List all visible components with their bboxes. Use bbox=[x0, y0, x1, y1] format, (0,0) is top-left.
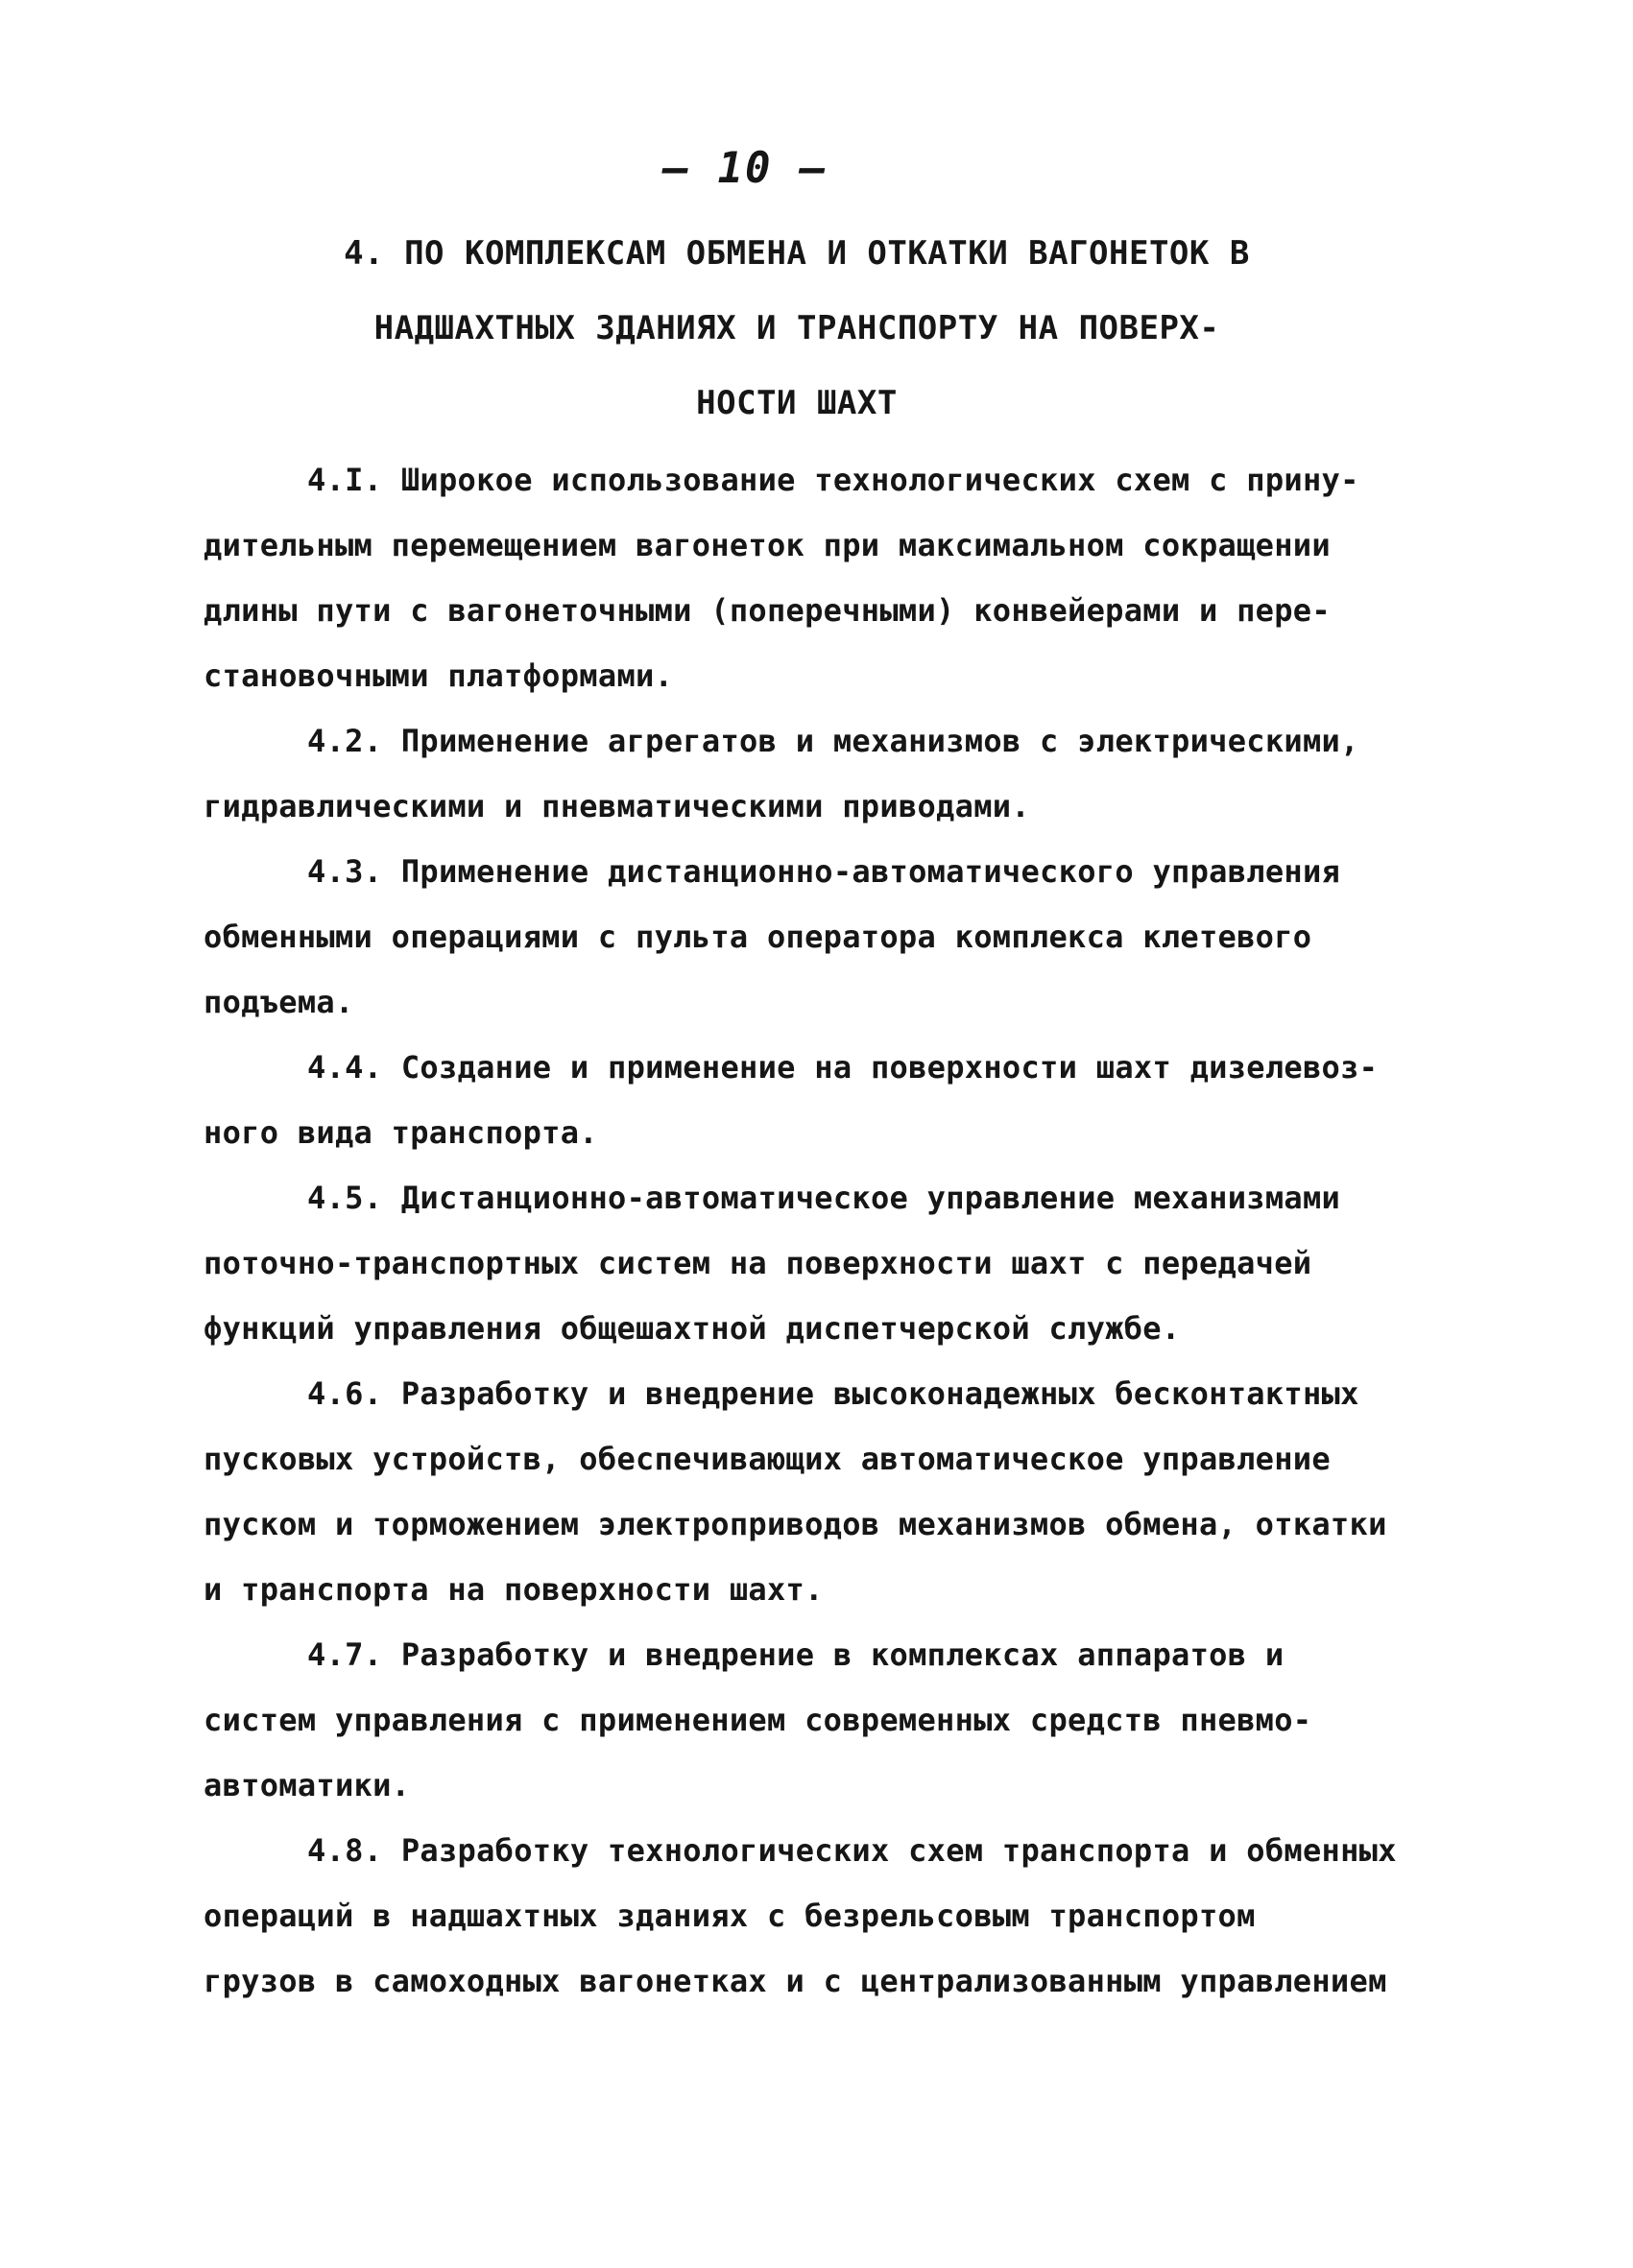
paragraph-4-7 bbox=[204, 1622, 1471, 1818]
paragraph-line: 4.4. Создание и применение на поверхности шахт дизелевоз- bbox=[307, 1049, 1379, 1086]
paragraph-line: функций управления общешахтной диспетчерской службе. bbox=[204, 1310, 1181, 1347]
paragraph-line: 4.8. Разработку технологических схем транспорта и обменных bbox=[307, 1832, 1397, 1869]
paragraph-4-8 bbox=[204, 1818, 1471, 2014]
paragraph-4-6 bbox=[204, 1361, 1471, 1622]
section-heading-line: 4. ПО КОМПЛЕКСАМ ОБМЕНА И ОТКАТКИ ВАГОНЕТОК В bbox=[344, 234, 1250, 273]
paragraph-line: операций в надшахтных зданиях с безрельсовым транспортом bbox=[204, 1898, 1256, 1934]
paragraph-line: дительным перемещением вагонеток при максимальном сокращении bbox=[204, 527, 1331, 563]
paragraph-line: 4.6. Разработку и внедрение высоконадежных бесконтактных bbox=[307, 1375, 1359, 1412]
section-heading-line: НАДШАХТНЫХ ЗДАНИЯХ И ТРАНСПОРТУ НА ПОВЕРХ- bbox=[373, 309, 1220, 347]
paragraph-line: автоматики. bbox=[204, 1767, 411, 1803]
paragraph-line: пуском и торможением электроприводов механизмов обмена, откатки bbox=[204, 1506, 1387, 1542]
paragraph-line: поточно-транспортных систем на поверхности шахт с передачей bbox=[204, 1245, 1312, 1281]
page-number: – 10 – bbox=[662, 144, 828, 193]
paragraph-line: обменными операциями с пульта оператора комплекса клетевого bbox=[204, 919, 1312, 955]
paragraph-4-4 bbox=[204, 1035, 1471, 1165]
paragraph-line: 4.7. Разработку и внедрение в комплексах аппаратов и bbox=[307, 1636, 1285, 1673]
paragraph-line: 4.5. Дистанционно-автоматическое управление механизмами bbox=[307, 1180, 1341, 1216]
section-heading-line: НОСТИ ШАХТ bbox=[696, 384, 898, 422]
paragraph-line: систем управления с применением современных средств пневмо- bbox=[204, 1702, 1312, 1738]
paragraph-line: ного вида транспорта. bbox=[204, 1114, 598, 1151]
paragraph-line: грузов в самоходных вагонетках и с централизованным управлением bbox=[204, 1963, 1387, 1999]
paragraph-line: пусковых устройств, обеспечивающих автоматическое управление bbox=[204, 1441, 1331, 1477]
paragraph-line: гидравлическими и пневматическими приводами. bbox=[204, 788, 1030, 824]
paragraph-4-2 bbox=[204, 708, 1471, 839]
paragraph-line: 4.3. Применение дистанционно-автоматического управления bbox=[307, 853, 1341, 890]
paragraph-line: 4.2. Применение агрегатов и механизмов с электрическими, bbox=[307, 723, 1359, 759]
paragraph-4-5 bbox=[204, 1165, 1471, 1361]
paragraph-line: подъема. bbox=[204, 984, 354, 1020]
paragraph-4-3 bbox=[204, 839, 1471, 1035]
paragraph-line: 4.I. Широкое использование технологических схем с прину- bbox=[307, 462, 1359, 498]
paragraph-4-1 bbox=[204, 447, 1471, 708]
section-heading bbox=[317, 216, 1277, 441]
document-body bbox=[204, 447, 1471, 2014]
paragraph-line: длины пути с вагонеточными (поперечными) конвейерами и пере- bbox=[204, 592, 1331, 629]
paragraph-line: становочными платформами. bbox=[204, 657, 674, 694]
paragraph-line: и транспорта на поверхности шахт. bbox=[204, 1571, 824, 1608]
